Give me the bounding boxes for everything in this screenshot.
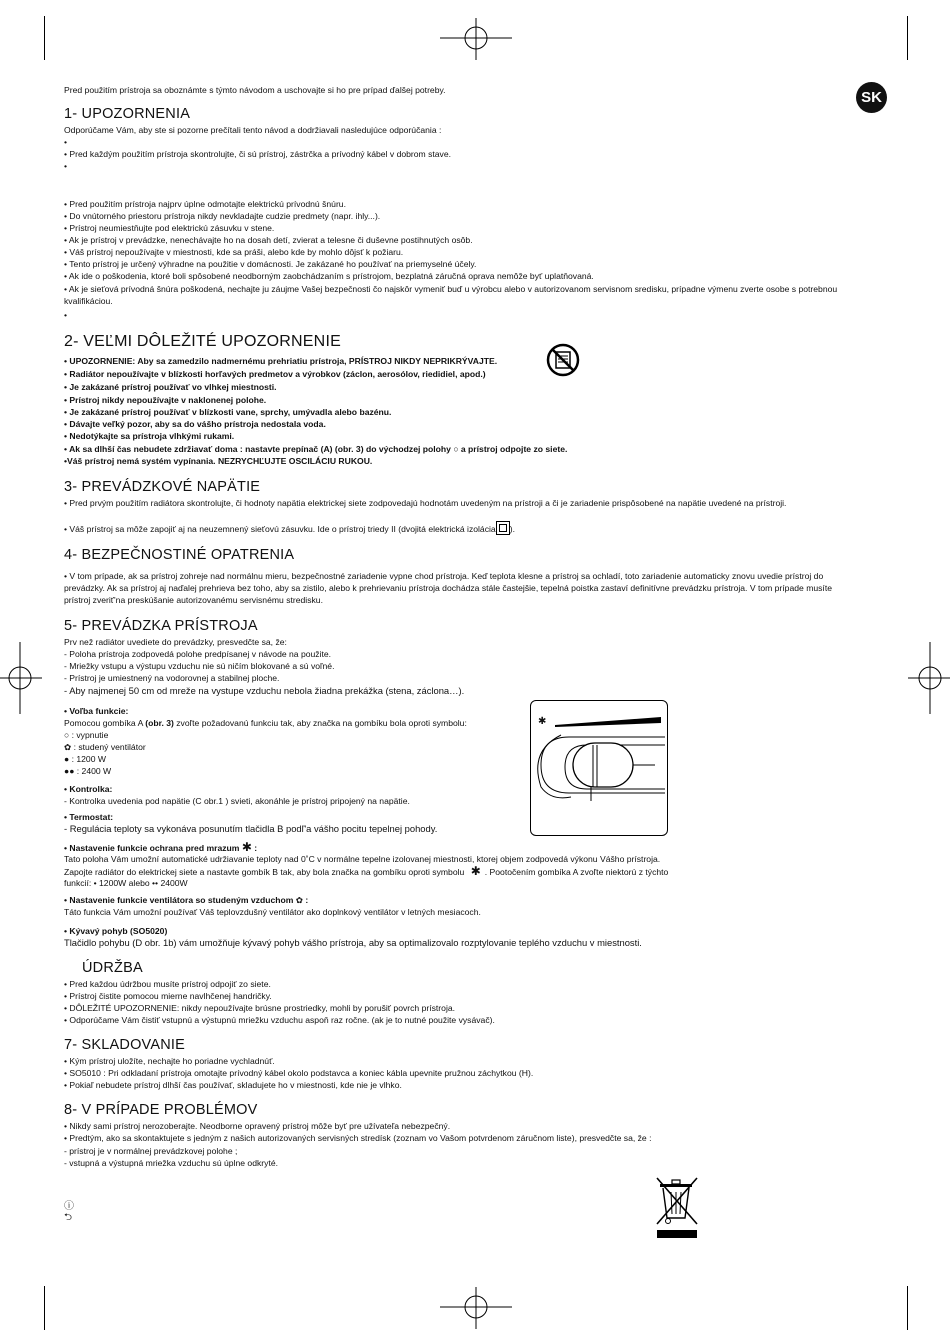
frost-symbol-icon: ✱ [241,840,252,854]
fan-colon: : [302,895,309,905]
s1-bullet: • Váš prístroj nepoužívajte v miestnosti, kde sa práši, alebo kde by mohlo dôjsť k požiaru. [64,247,404,257]
s2-item: • Nedotýkajte sa prístroja vlhkými rukami. [64,431,235,441]
s7-item: • SO5010 : Pri odkladaní prístroja omotajte prívodný kábel okolo podstavca a koniec kábla upevnite pružnou záchytkou (H). [64,1068,534,1078]
section-6-title: ÚDRŽBA [82,960,143,976]
s2-item: • Je zakázané prístroj používať vo vlhkej miestnosti. [64,382,277,392]
s3-p2-text: • Váš prístroj sa môže zapojiť aj na neuzemnený sieťovú zásuvku. Ide o prístroj triedy II (dvojitá elektrická izolácia [64,524,496,534]
language-badge: SK [856,82,887,113]
s1-bullet: • [64,310,68,320]
section-1-title: 1- UPOZORNENIA [64,106,191,122]
s1-bullet: • Ak je sieťová prívodná šnúra poškodená, nechajte ju záujme Vašej bezpečnosti čo najskôr vymeniť buď u výrobcu alebo v autorizovanom servisnom sredisku, prípadne výmenu zverte osobe s potrebnou kvalifikáciou. [64,284,838,306]
s1-bullet: • Ak je prístroj v prevádzke, nenechávajte ho na dosah detí, zvierat a telesne či duševne postihnutých osôb. [64,235,473,245]
single-dot-icon: ● [64,754,70,764]
function-lead-text: zvoľte požadovanú funkciu tak, aby značka na gombíku bola oproti symbolu: [173,718,467,728]
mode-1200 [64,753,844,765]
double-insulation-icon [496,521,510,535]
frost-colon: : [251,843,258,853]
crop-mark-icon [440,18,512,60]
oscillation-title: • Kývavý pohyb (SO5020) [64,926,168,936]
section-7-title: 7- SKLADOVANIE [64,1037,185,1053]
s1-bullet: • Pred každým použitím prístroja skontrolujte, či sú prístroj, zástrčka a prívodný kábel v dobrom stave. [64,149,452,159]
s7-item: • Kým prístroj uložíte, nechajte ho poriadne vychladnúť. [64,1056,275,1066]
fan-title [64,894,844,906]
crop-mark-icon [440,1287,512,1329]
crossed-bin-icon [654,1176,700,1240]
s8-item: - vstupná a výstupná mriežka vzduchu sú úplne odkryté. [64,1158,279,1168]
mode-label: : vypnutie [69,730,109,740]
s2-item: • Je zakázané prístroj používať v blízkosti vane, sprchy, umývadla alebo bazénu. [64,407,392,417]
s2-item: • Prístroj nikdy nepoužívajte v naklonenej polohe. [64,395,267,405]
s1-lead: Odporúčame Vám, aby ste si pozorne prečítali tento návod a dodržiavali nasledujúce odporúčania : [64,125,442,135]
info-icon: ⓘ [64,1201,74,1212]
s1-bullet: • Pred použitím prístroja najprv úplne odmotajte elektrickú prívodnú šnúru. [64,199,346,209]
s2-item: • Dávajte veľký pozor, aby sa do vášho prístroja nedostala voda. [64,419,326,429]
s2-item: •Váš prístroj nemá systém vypínania. NEZRYCHĽUJTE OSCILÁCIU RUKOU. [64,456,373,466]
frost-text: funkcií: • 1200W alebo •• 2400W [64,878,188,888]
s3-paragraph [64,521,844,535]
fan-text: Táto funkcia Vám umožní používať Váš teplovzdušný ventilátor ako doplnkový ventilátor v letných mesiacoch. [64,907,481,917]
s5-check: - Mriežky vstupu a výstupu vzduchu nie sú ničím blokované a sú voľné. [64,661,335,671]
s3-p2-end: ). [509,524,515,534]
function-lead [64,717,514,729]
return-icon: ⮌ [64,1212,73,1223]
s6-item: • Odporúčame Vám čistiť vstupnú a výstupnú mriežku vzduchu aspoň raz ročne. (ak je to nutné použite vysávač). [64,1015,495,1025]
s1-bullet: • Tento prístroj je určený výhradne na použitie v domácnosti. Je zakázané ho používať na priemyselné účely. [64,259,477,269]
s5-check: - Aby najmenej 50 cm od mreže na vystupe vzduchu nebola žiadna prekážka (stena, záclona…). [64,685,465,696]
s6-item: • Prístroj čistite pomocou mierne navlhčenej handričky. [64,991,272,1001]
mode-label: : 2400 W [74,766,112,776]
frost-title-text: • Nastavenie funkcie ochrana pred mrazum [64,843,240,853]
section-5-title: 5- PREVÁDZKA PRÍSTROJA [64,618,258,634]
section-2-title: 2- VEĽMI DÔLEŽITÉ UPOZORNENIE [64,333,341,350]
s1-bullet: • Do vnútorného priestoru prístroja nikdy nevkladajte cudzie predmety (napr. ihly...). [64,211,381,221]
s1-bullet: • Ak ide o poškodenia, ktoré boli spôsobené neodborným zaobchádzaním s prístrojom, bezplatná záručná oprava nemôže byť uplatňovaná. [64,271,594,281]
fan-symbol-icon: ✿ [64,742,72,752]
thermostat-text: - Regulácia teploty sa vykonáva posunutím tlačidla B podľ'a vášho pocitu tepelnej pohody. [64,823,438,834]
s2-item: • Radiátor nepoužívajte v blízkosti horľavých predmetov a výrobkov (záclon, aerosólov, riedidiel, apod.) [64,369,486,379]
s2-item: • UPOZORNENIE: Aby sa zamedzilo nadmernému prehriatiu prístroja, PRÍSTROJ NIKDY NEPRIKRÝVAJTE. [64,356,498,366]
s8-item: • Nikdy sami prístroj nerozoberajte. Neodborne opravený prístroj môže byť pre užívateľa nebezpečný. [64,1121,451,1131]
mode-label: : studený ventilátor [71,742,146,752]
s3-paragraph: • Pred prvým použitím radiátora skontrolujte, či hodnoty napätia elektrickej siete zodpovedajú hodnotám uvedeným na prístroji a či je zariadenie prispôsobené na napätie uvedené na prístroji. [64,498,787,508]
mode-fan [64,741,844,753]
s8-item: - prístroj je v normálnej prevádzkovej polohe ; [64,1146,238,1156]
s7-item: • Pokiaľ nebudete prístroj dlhší čas používať, skladujete ho v miestnosti, kde nie je vlhko. [64,1080,402,1090]
s1-bullet: • Prístroj neumiestňujte pod elektrickú zásuvku v stene. [64,223,275,233]
s1-bullet: • [64,137,68,147]
s4-paragraph: • V tom prípade, ak sa prístroj zohreje nad normálnu mieru, bezpečnostné zariadenie vypne chod prístroja. Keď teplota klesne a prístroj sa ochladí, toto zariadenie automaticky znovu uvedie prístroj do prevádzky. Ak sa prístroj aj naďalej prehrieva bez toho, aby sa zistilo, alebo k prehrievaniu prístroja dochádza stále častejšie, tepelná poistka zastaví definitívne prevádzku prístroja. V tom prípade musíte prístroj zveriť'na preskúšanie autorizovanému servisnému stredisku. [64,571,832,605]
frost-text: Tato poloha Vám umožní automatické udržiavanie teploty nad 0˚C v normálne tepelne izolovanej miestnosti, ktorej objem zodpovedá výkonu Vášho prístroja. [64,854,661,864]
s5-check: - Poloha prístroja zodpovedá polohe predpísanej v návode na použite. [64,649,332,659]
function-lead-ref: (obr. 3) [145,718,174,728]
frost-symbol-icon: ✱ [470,864,481,878]
s6-item: • Pred každou údržbou musíte prístroj odpojiť zo siete. [64,979,271,989]
s6-item: • DÔLEŽITÉ UPOZORNENIE: nikdy nepoužívajte brúsne prostriedky, mohli by porušiť povrch prístroja. [64,1003,456,1013]
fan-symbol-icon: ✿ [295,895,303,905]
function-title: • Voľba funkcie: [64,706,129,716]
frost-symbol-icon: ✱ [538,716,547,727]
crop-mark-icon [0,642,42,714]
thermostat-title: • Termostat: [64,812,114,822]
intro-text: Pred použitím prístroja sa oboznámte s týmto návodom a uschovajte si ho pre prípad ďalšej potreby. [64,85,446,95]
function-lead-text: Pomocou gombíka A [64,718,146,728]
section-4-title: 4- BEZPEČNOSTINÉ OPATRENIA [64,547,295,563]
knob-illustration [531,701,665,833]
s8-item: • Predtým, ako sa skontaktujete s jedným z našich autorizovaných servisných stredísk (zoznam vo Vašom potvrdenom záručnom liste), presvedčte sa, že : [64,1133,652,1143]
section-3-title: 3- PREVÁDZKOVÉ NAPÄTIE [64,479,261,495]
section-8-title: 8- V PRÍPADE PROBLÉMOV [64,1102,258,1118]
control-light-text: - Kontrolka uvedenia pod napätie (C obr.1 ) svieti, akonáhle je prístroj pripojený na napätie. [64,796,410,806]
double-dot-icon: ●● [64,766,75,776]
s5-check: - Prístroj je umiestnený na vodorovnej a stabilnej ploche. [64,673,280,683]
mode-label: : 1200 W [69,754,106,764]
crop-mark-icon [908,642,950,714]
frost-text-part: . Pootočením gombíka A zvoľte niektorú z týchto [484,867,669,877]
oscillation-text: Tlačidlo pohybu (D obr. 1b) vám umožňuje kývavý pohyb vášho prístroja, aby sa optimalizovalo rozptylovanie teplého vzduchu v miestnosti. [64,937,642,948]
s5-lead: Prv než radiátor uvediete do prevádzky, presvedčte sa, že: [64,637,287,647]
mode-off [64,729,844,741]
mode-2400 [64,765,844,777]
off-symbol-icon: ○ [64,730,70,740]
s2-item: • Ak sa dlhší čas nebudete zdržiavať doma : nastavte prepínač (A) (obr. 3) do východzej polohy ○ a prístroj odpojte zo siete. [64,444,568,454]
frost-text-part: Zapojte radiátor do elektrickej siete a nastavte gombík B tak, aby bola značka na gombíku oproti symbolu [64,867,465,877]
s1-bullet: • [64,161,68,171]
fan-title-text: • Nastavenie funkcie ventilátora so studeným vzduchom [64,895,294,905]
control-light-title: • Kontrolka: [64,784,113,794]
